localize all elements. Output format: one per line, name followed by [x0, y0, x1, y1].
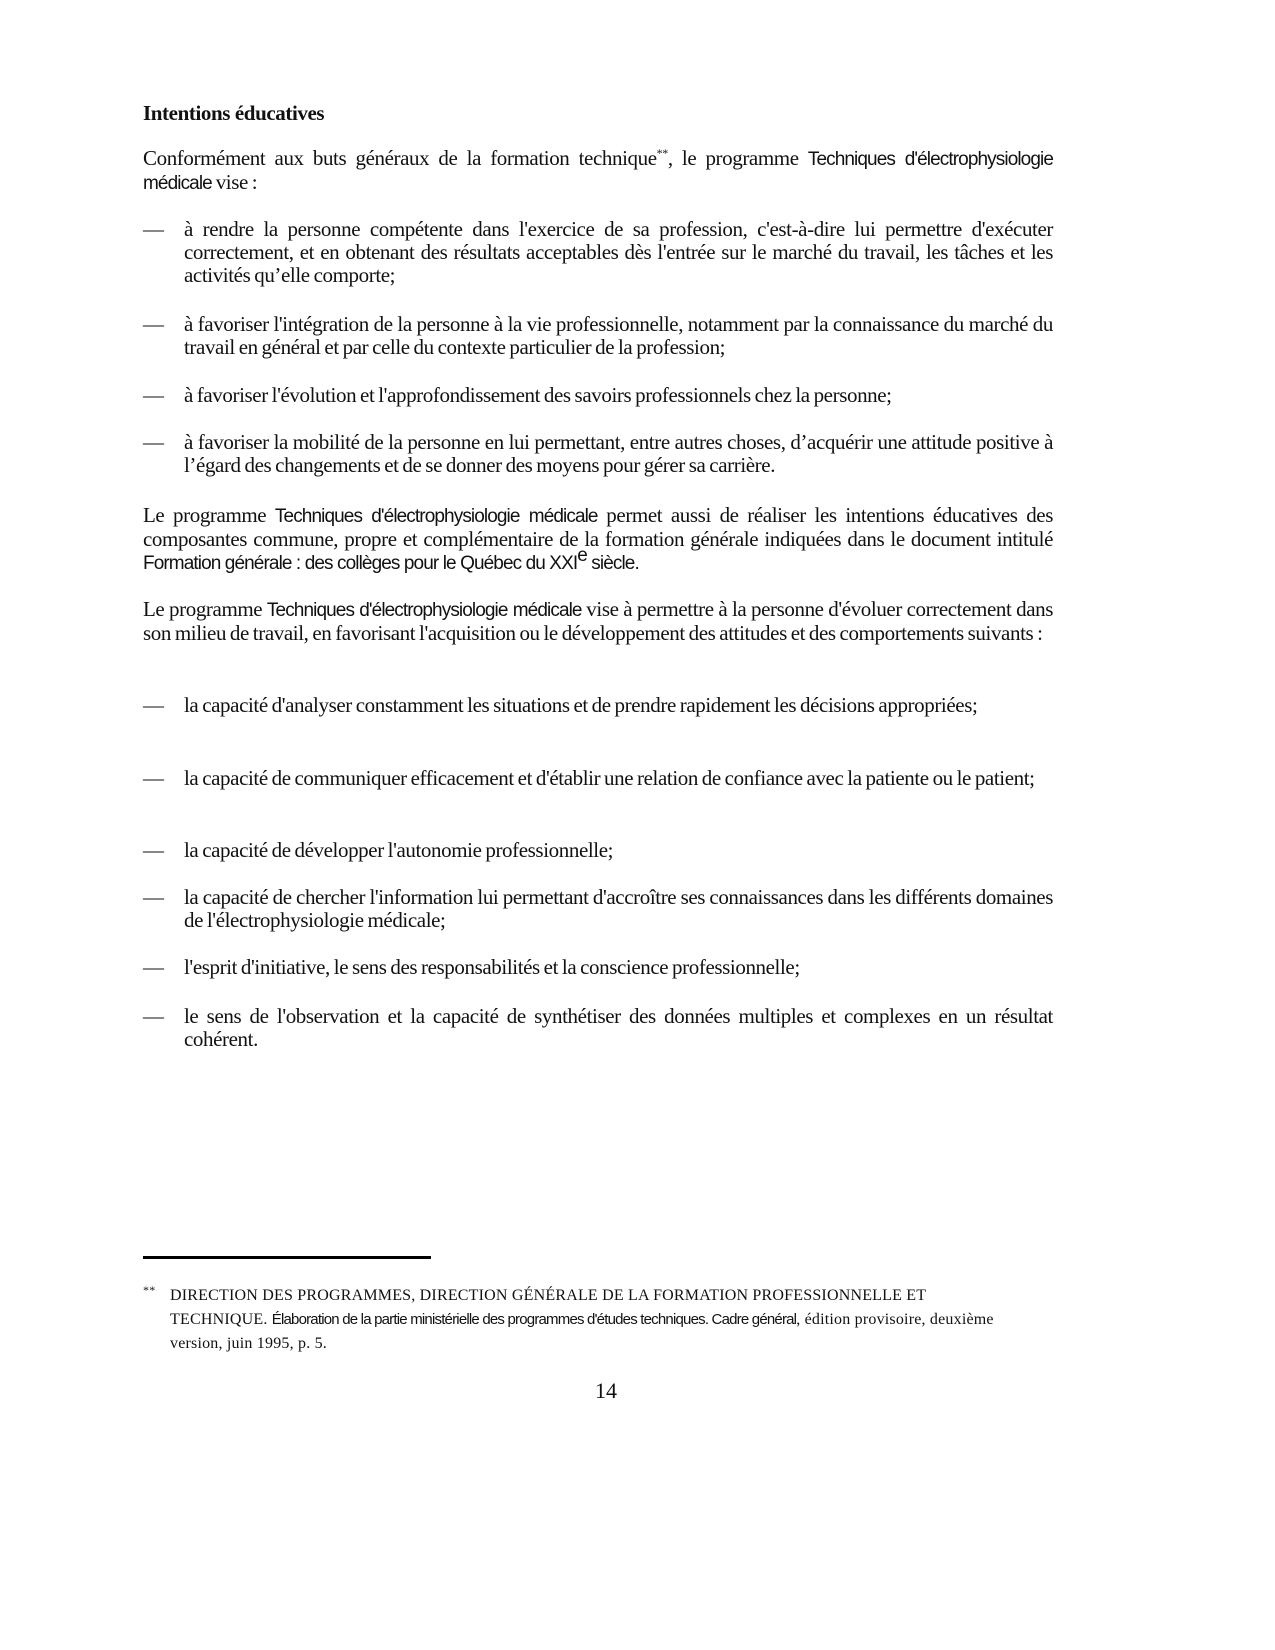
dash-bullet: — — [143, 838, 164, 862]
paragraph-general-training — [143, 504, 1053, 575]
footnote-details: , édition provisoire, deuxième version, juin 1995, p. 5. — [170, 1311, 994, 1352]
document-title: Formation générale : des collèges pour le Québec du XXI — [143, 553, 578, 574]
dash-bullet: — — [143, 885, 164, 909]
page-number: 14 — [595, 1378, 617, 1403]
attitude-text: l'esprit d'initiative, le sens des responsabilités et la conscience professionnelle; — [184, 955, 800, 979]
goal-item — [143, 384, 1053, 407]
attitude-item — [143, 839, 1053, 862]
dash-bullet: — — [143, 766, 164, 790]
goal-text: à rendre la personne compétente dans l'exercice de sa profession, c'est-à-dire lui permettre d'exécuter correctement, et en obtenant des résultats acceptables dès l'entrée sur le marché du travail, les tâches et les activités qu’elle comporte; — [184, 217, 1053, 287]
intro-paragraph — [143, 147, 1053, 195]
footnote-separator — [143, 1256, 431, 1259]
para-text: Le programme — [143, 503, 275, 527]
goal-text: à favoriser la mobilité de la personne en lui permettant, entre autres choses, d’acquérir une attitude positive à l’égard des changements et de se donner des moyens pour gérer sa carrière. — [184, 430, 1053, 477]
attitude-text: la capacité de développer l'autonomie professionnelle; — [184, 838, 614, 862]
attitude-text: la capacité d'analyser constamment les situations et de prendre rapidement les décisions appropriées; — [184, 693, 978, 717]
attitude-item — [143, 767, 1053, 790]
intro-text: Conformément aux buts généraux de la formation technique — [143, 146, 657, 170]
goal-item — [143, 431, 1053, 477]
para-text: Le programme — [143, 597, 267, 621]
attitude-item — [143, 694, 1053, 717]
para-text: vise à permettre à la personne d'évoluer correctement dans son milieu de travail, en favorisant l'acquisition ou le développement des attitudes et des comportements suivants : — [143, 597, 1054, 645]
document-title-end: siècle. — [586, 553, 639, 574]
footnote-text — [170, 1284, 1023, 1356]
dash-bullet: — — [143, 430, 164, 454]
para-text: permet aussi de réaliser les intentions éducatives des composantes commune, propre et complémentaire de la formation générale indiquées dans le document intitulé — [143, 503, 1053, 551]
attitude-item — [143, 886, 1053, 932]
attitude-text: la capacité de communiquer efficacement et d'établir une relation de confiance avec la patiente ou le patient; — [184, 766, 1035, 790]
intro-text-end: vise : — [211, 170, 258, 194]
dash-bullet: — — [143, 1004, 164, 1028]
program-name: Techniques d'électrophysiologie médicale — [274, 506, 598, 527]
dash-bullet: — — [143, 383, 164, 407]
footnote-title: Élaboration de la partie ministérielle des programmes d'études techniques. Cadre général — [271, 1311, 797, 1328]
footnote-author: DIRECTION DES PROGRAMMES, DIRECTION GÉNÉRALE DE LA FORMATION PROFESSIONNELLE ET TECHNIQUE. — [170, 1287, 926, 1328]
footnote — [143, 1284, 1023, 1356]
dash-bullet: — — [143, 312, 164, 336]
attitude-text: la capacité de chercher l'information lui permettant d'accroître ses connaissances dans les différents domaines de l'électrophysiologie médicale; — [184, 885, 1053, 932]
attitude-item — [143, 1005, 1053, 1051]
dash-bullet: — — [143, 693, 164, 717]
goal-text: à favoriser l'intégration de la personne à la vie professionnelle, notamment par la connaissance du marché du travail en général et par celle du contexte particulier de la profession; — [184, 312, 1053, 359]
program-name: Techniques d'électrophysiologie médicale — [143, 149, 1053, 194]
paragraph-attitudes — [143, 598, 1053, 645]
intro-text-mid: , le programme — [667, 146, 808, 170]
attitude-item — [143, 956, 1053, 979]
program-name: Techniques d'électrophysiologie médicale — [266, 600, 582, 621]
section-heading: Intentions éducatives — [143, 101, 325, 125]
superscript: e — [577, 545, 587, 566]
dash-bullet: — — [143, 217, 164, 241]
footnote-ref: ** — [656, 146, 668, 160]
goal-item — [143, 218, 1053, 287]
goal-text: à favoriser l'évolution et l'approfondissement des savoirs professionnels chez la personne; — [184, 383, 892, 407]
goal-item — [143, 313, 1053, 359]
dash-bullet: — — [143, 955, 164, 979]
attitude-text: le sens de l'observation et la capacité de synthétiser des données multiples et complexes en un résultat cohérent. — [184, 1004, 1053, 1051]
footnote-mark: ** — [143, 1283, 156, 1297]
